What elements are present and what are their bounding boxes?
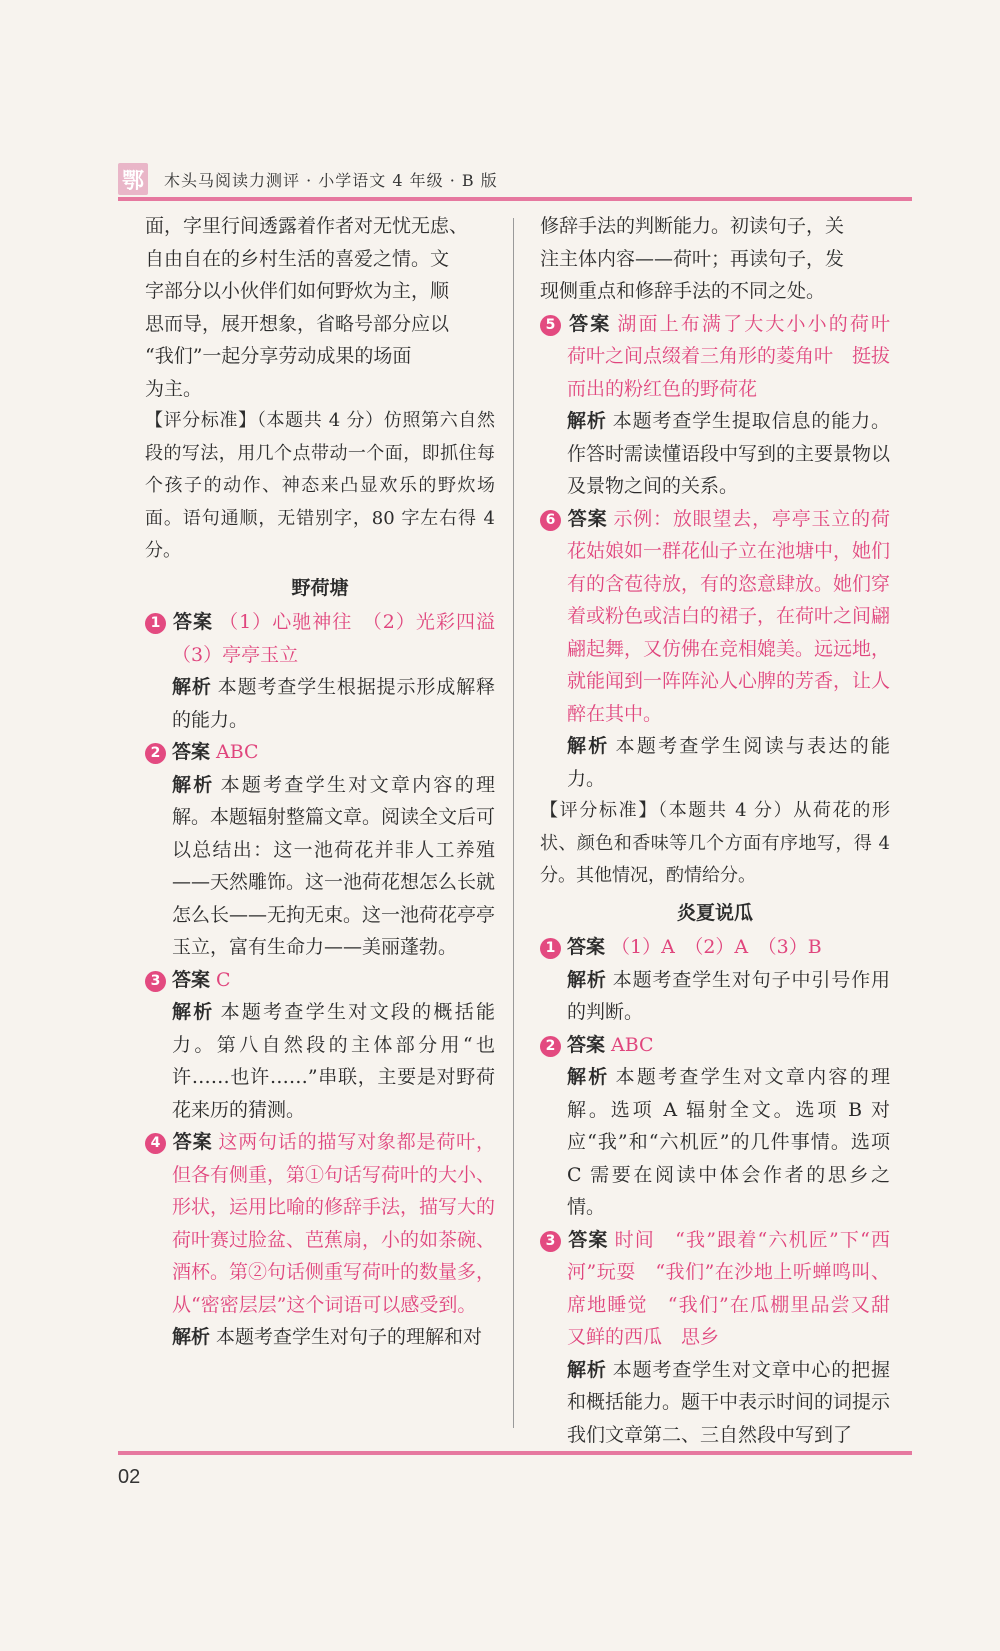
answer-label: 答案 <box>567 1228 609 1251</box>
analysis-line <box>540 730 890 795</box>
left-column <box>145 210 515 1354</box>
answer-text: （1）A （2）A （3）B <box>611 936 822 958</box>
answer-line <box>540 1029 890 1062</box>
question-item <box>540 1029 890 1224</box>
analysis-label: 解析 <box>567 410 607 432</box>
answer-line <box>145 606 515 671</box>
analysis-text: 本题考查学生对文章内容的理解。选项 A 辐射全文。选项 B 对应“我”和“六机匠”的几件事情。选项 C 需要在阅读中体会作者的思乡之情。 <box>567 1066 890 1218</box>
footer-rule <box>118 1451 912 1455</box>
analysis-line <box>540 1354 890 1452</box>
analysis-label: 解析 <box>172 676 212 698</box>
scoring-standard: 【评分标准】（本题共 4 分）从荷花的形状、颜色和香味等几个方面有序地写，得 4 分。其他情况，酌情给分。 <box>540 800 890 886</box>
answer-text: C <box>216 968 231 991</box>
question-number: 1 <box>540 938 561 959</box>
answer-label: 答案 <box>172 968 211 991</box>
section-title: 野荷塘 <box>291 576 349 599</box>
answer-label: 答案 <box>172 611 214 633</box>
province-badge: 鄂 <box>118 163 148 195</box>
question-item <box>145 606 515 736</box>
scoring-standard: 【评分标准】（本题共 4 分）仿照第六自然段的写法，用几个点带动一个面，即抓住每个孩子的动作、神态来凸显欢乐的野炊场面。语句通顺，无错别字，80 字左右得 4 分。 <box>145 410 495 561</box>
analysis-label: 解析 <box>567 735 610 757</box>
analysis-text: 本题考查学生对文章内容的理解。本题辐射整篇文章。阅读全文后可以总结出：这一池荷花并非人工养殖——天然雕饰。这一池荷花想怎么长就怎么长——无拘无束。这一池荷花亭亭玉立，富有生命力——美丽蓬勃。 <box>172 773 496 958</box>
intro-line: 面，字里行间透露着作者对无忧无虑、 <box>145 215 469 237</box>
analysis-line <box>145 671 495 736</box>
answer-text: ABC <box>216 741 259 763</box>
intro-line: “我们”一起分享劳动成果的场面 <box>145 345 412 367</box>
question-number: 3 <box>145 971 166 992</box>
answer-label: 答案 <box>567 507 608 530</box>
analysis-label: 解析 <box>172 1001 215 1023</box>
analysis-text: 本题考查学生提取信息的能力。作答时需读懂语段中写到的主要景物以及景物之间的关系。 <box>567 410 891 497</box>
answer-text: 湖面上布满了大大小小的荷叶 荷叶之间点缀着三角形的菱角叶 挺拔而出的粉红色的野荷花 <box>567 312 909 400</box>
answer-line <box>145 964 495 997</box>
analysis-line <box>145 769 495 964</box>
question-number: 1 <box>145 613 166 634</box>
question-number: 4 <box>145 1133 166 1154</box>
intro-line: 自由自在的乡村生活的喜爱之情。文 <box>145 247 450 270</box>
analysis-line <box>540 1061 890 1224</box>
series-title: 木头马阅读力测评 · 小学语文 4 年级 · B 版 <box>164 171 498 190</box>
intro-line: 字部分以小伙伴们如何野炊为主，顺 <box>145 280 450 302</box>
intro-line: 为主。 <box>145 377 203 400</box>
continuation-line: 现侧重点和修辞手法的不同之处。 <box>540 280 826 302</box>
question-item <box>540 503 890 796</box>
analysis-label: 解析 <box>172 1326 211 1348</box>
question-number: 6 <box>540 510 561 531</box>
column-divider <box>513 218 514 1428</box>
answer-label: 答案 <box>567 936 606 958</box>
answer-line <box>540 503 890 731</box>
question-item <box>145 736 495 964</box>
answer-text: ABC <box>611 1033 654 1056</box>
answer-label: 答案 <box>567 1033 606 1056</box>
right-column <box>540 210 909 1451</box>
analysis-line <box>540 964 890 1029</box>
answer-line <box>145 1126 495 1321</box>
header-rule <box>118 197 912 201</box>
answer-text: （1）心驰神往 （2）光彩四溢 （3）亭亭玉立 <box>172 611 515 666</box>
answer-line <box>145 736 495 769</box>
analysis-label: 解析 <box>567 968 607 991</box>
answer-line <box>540 308 909 406</box>
question-item <box>540 308 909 503</box>
question-item <box>145 1126 495 1354</box>
answer-text: 这两句话的描写对象都是荷叶，但各有侧重，第①句话写荷叶的大小、形状，运用比喻的修辞手法，描写大的荷叶赛过脸盆、芭蕉扇，小的如茶碗、酒杯。第②句话侧重写荷叶的数量多，从“密密层层”这个词语可以感受到。 <box>172 1131 496 1316</box>
answer-text: 时间 “我”跟着“六机匠”下“西河”玩耍 “我们”在沙地上听蝉鸣叫、席地睡觉 “我们”在瓜棚里品尝又甜又鲜的西瓜 思乡 <box>567 1228 890 1348</box>
analysis-label: 解析 <box>567 1066 610 1088</box>
analysis-line <box>145 1321 495 1354</box>
analysis-text: 本题考查学生对句子的理解和对 <box>216 1326 483 1348</box>
answer-line <box>540 931 890 964</box>
analysis-label: 解析 <box>172 773 215 796</box>
question-item <box>540 931 890 1029</box>
question-item <box>540 1224 890 1452</box>
question-number: 2 <box>145 743 166 764</box>
answer-label: 答案 <box>172 1131 213 1153</box>
intro-line: 思而导，展开想象，省略号部分应以 <box>145 312 450 335</box>
page-header <box>118 163 912 201</box>
answer-text: 示例：放眼望去，亭亭玉立的荷花姑娘如一群花仙子立在池塘中，她们有的含苞待放，有的恣意肆放。她们穿着或粉色或洁白的裙子，在荷叶之间翩翩起舞，又仿佛在竞相媲美。远远地，就能闻到一阵阵沁人心脾的芳香，让人醉在其中。 <box>567 507 891 725</box>
question-item <box>145 964 495 1127</box>
question-number: 2 <box>540 1036 561 1057</box>
page-number: 02 <box>118 1466 141 1488</box>
analysis-label: 解析 <box>567 1358 607 1381</box>
analysis-line <box>540 405 890 503</box>
question-number: 3 <box>540 1231 561 1252</box>
section-title: 炎夏说瓜 <box>676 901 753 924</box>
analysis-text: 本题考查学生对句子中引号作用的判断。 <box>567 968 890 1023</box>
analysis-text: 本题考查学生阅读与表达的能力。 <box>567 735 890 790</box>
continuation-line: 修辞手法的判断能力。初读句子，关 <box>540 215 845 237</box>
analysis-line <box>145 996 495 1126</box>
answer-label: 答案 <box>567 312 612 335</box>
analysis-text: 本题考查学生对文段的概括能力。第八自然段的主体部分用“也许……也许……”串联，主要是对野荷花来历的猜测。 <box>172 1001 495 1121</box>
analysis-text: 本题考查学生对文章中心的把握和概括能力。题干中表示时间的词提示我们文章第二、三自然段中写到了 <box>567 1358 891 1446</box>
continuation-line: 注主体内容——荷叶；再读句子，发 <box>540 247 845 270</box>
question-number: 5 <box>540 315 561 336</box>
answer-label: 答案 <box>172 741 211 763</box>
answer-line <box>540 1224 890 1354</box>
analysis-text: 本题考查学生根据提示形成解释的能力。 <box>172 676 495 731</box>
